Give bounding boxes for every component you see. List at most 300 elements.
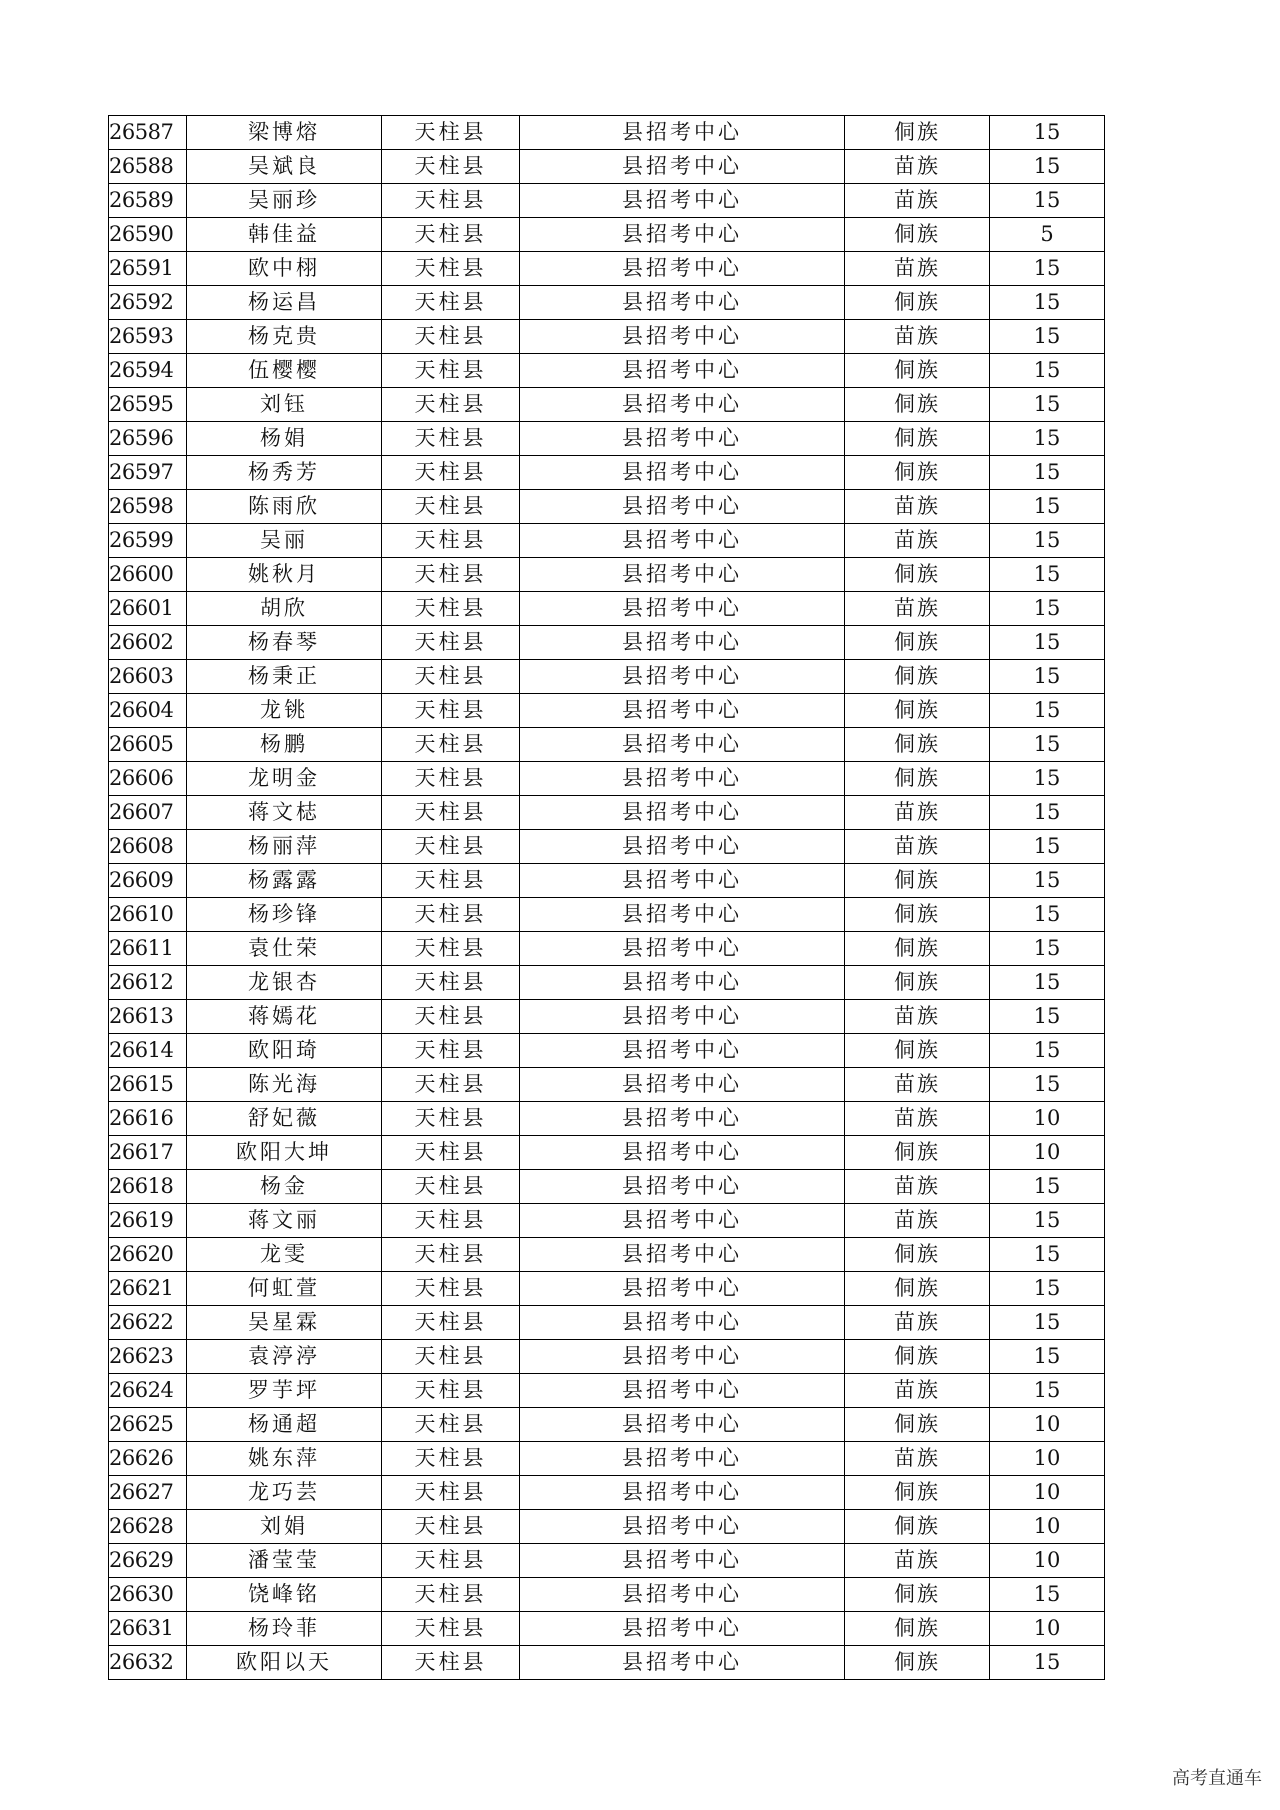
- cell-county: 天柱县: [382, 694, 520, 728]
- cell-county: 天柱县: [382, 1102, 520, 1136]
- cell-ethnicity: 苗族: [845, 1306, 990, 1340]
- data-table: [108, 115, 1105, 1680]
- cell-score: 15: [990, 1000, 1105, 1034]
- cell-ethnicity: 侗族: [845, 558, 990, 592]
- cell-name: 龙银杏: [187, 966, 382, 1000]
- cell-county: 天柱县: [382, 1510, 520, 1544]
- cell-ethnicity: 侗族: [845, 864, 990, 898]
- table-row: [109, 558, 1105, 592]
- cell-id: 26597: [109, 456, 187, 490]
- cell-score: 15: [990, 1170, 1105, 1204]
- table-row: [109, 1068, 1105, 1102]
- table-row: [109, 1170, 1105, 1204]
- cell-ethnicity: 侗族: [845, 1034, 990, 1068]
- cell-ethnicity: 苗族: [845, 150, 990, 184]
- cell-county: 天柱县: [382, 1238, 520, 1272]
- cell-unit: 县招考中心: [520, 1340, 845, 1374]
- cell-name: 杨娟: [187, 422, 382, 456]
- table-row: [109, 388, 1105, 422]
- cell-ethnicity: 侗族: [845, 286, 990, 320]
- cell-ethnicity: 侗族: [845, 694, 990, 728]
- cell-county: 天柱县: [382, 1204, 520, 1238]
- cell-score: 10: [990, 1510, 1105, 1544]
- cell-name: 杨通超: [187, 1408, 382, 1442]
- cell-ethnicity: 苗族: [845, 1000, 990, 1034]
- cell-name: 欧中栩: [187, 252, 382, 286]
- cell-name: 欧阳以天: [187, 1646, 382, 1680]
- cell-county: 天柱县: [382, 966, 520, 1000]
- table-row: [109, 456, 1105, 490]
- cell-id: 26624: [109, 1374, 187, 1408]
- cell-score: 10: [990, 1442, 1105, 1476]
- cell-ethnicity: 苗族: [845, 524, 990, 558]
- cell-ethnicity: 苗族: [845, 490, 990, 524]
- cell-id: 26632: [109, 1646, 187, 1680]
- cell-unit: 县招考中心: [520, 354, 845, 388]
- cell-name: 杨露露: [187, 864, 382, 898]
- table-row: [109, 762, 1105, 796]
- cell-id: 26592: [109, 286, 187, 320]
- cell-score: 10: [990, 1408, 1105, 1442]
- cell-id: 26587: [109, 116, 187, 150]
- cell-county: 天柱县: [382, 388, 520, 422]
- cell-ethnicity: 侗族: [845, 966, 990, 1000]
- cell-id: 26599: [109, 524, 187, 558]
- cell-name: 吴丽珍: [187, 184, 382, 218]
- cell-id: 26626: [109, 1442, 187, 1476]
- cell-score: 10: [990, 1612, 1105, 1646]
- cell-score: 15: [990, 456, 1105, 490]
- cell-ethnicity: 侗族: [845, 1612, 990, 1646]
- cell-county: 天柱县: [382, 592, 520, 626]
- cell-county: 天柱县: [382, 864, 520, 898]
- cell-score: 15: [990, 1374, 1105, 1408]
- cell-county: 天柱县: [382, 660, 520, 694]
- cell-ethnicity: 侗族: [845, 354, 990, 388]
- cell-county: 天柱县: [382, 456, 520, 490]
- cell-id: 26593: [109, 320, 187, 354]
- cell-score: 15: [990, 286, 1105, 320]
- cell-score: 15: [990, 796, 1105, 830]
- cell-ethnicity: 侗族: [845, 660, 990, 694]
- cell-unit: 县招考中心: [520, 1612, 845, 1646]
- cell-id: 26589: [109, 184, 187, 218]
- table-row: [109, 592, 1105, 626]
- cell-id: 26595: [109, 388, 187, 422]
- cell-score: 15: [990, 184, 1105, 218]
- cell-id: 26591: [109, 252, 187, 286]
- cell-county: 天柱县: [382, 1340, 520, 1374]
- cell-unit: 县招考中心: [520, 864, 845, 898]
- table-row: [109, 490, 1105, 524]
- cell-name: 胡欣: [187, 592, 382, 626]
- cell-score: 15: [990, 1034, 1105, 1068]
- cell-county: 天柱县: [382, 1374, 520, 1408]
- cell-name: 舒妃薇: [187, 1102, 382, 1136]
- cell-unit: 县招考中心: [520, 592, 845, 626]
- cell-id: 26619: [109, 1204, 187, 1238]
- cell-name: 韩佳益: [187, 218, 382, 252]
- cell-name: 杨秉正: [187, 660, 382, 694]
- cell-unit: 县招考中心: [520, 320, 845, 354]
- cell-id: 26608: [109, 830, 187, 864]
- cell-unit: 县招考中心: [520, 116, 845, 150]
- cell-county: 天柱县: [382, 1170, 520, 1204]
- table-row: [109, 1408, 1105, 1442]
- cell-ethnicity: 苗族: [845, 1442, 990, 1476]
- cell-unit: 县招考中心: [520, 1272, 845, 1306]
- cell-score: 10: [990, 1544, 1105, 1578]
- cell-unit: 县招考中心: [520, 558, 845, 592]
- cell-name: 蒋文丽: [187, 1204, 382, 1238]
- cell-id: 26617: [109, 1136, 187, 1170]
- cell-county: 天柱县: [382, 184, 520, 218]
- cell-score: 10: [990, 1476, 1105, 1510]
- cell-name: 陈光海: [187, 1068, 382, 1102]
- cell-unit: 县招考中心: [520, 1136, 845, 1170]
- cell-ethnicity: 侗族: [845, 1272, 990, 1306]
- cell-score: 15: [990, 1340, 1105, 1374]
- cell-county: 天柱县: [382, 1272, 520, 1306]
- cell-score: 15: [990, 354, 1105, 388]
- cell-unit: 县招考中心: [520, 830, 845, 864]
- table-row: [109, 286, 1105, 320]
- cell-county: 天柱县: [382, 422, 520, 456]
- cell-name: 潘莹莹: [187, 1544, 382, 1578]
- cell-id: 26630: [109, 1578, 187, 1612]
- cell-id: 26601: [109, 592, 187, 626]
- cell-unit: 县招考中心: [520, 422, 845, 456]
- cell-id: 26620: [109, 1238, 187, 1272]
- cell-county: 天柱县: [382, 1476, 520, 1510]
- cell-id: 26611: [109, 932, 187, 966]
- cell-unit: 县招考中心: [520, 1238, 845, 1272]
- cell-ethnicity: 侗族: [845, 456, 990, 490]
- cell-unit: 县招考中心: [520, 524, 845, 558]
- cell-score: 15: [990, 524, 1105, 558]
- cell-id: 26627: [109, 1476, 187, 1510]
- cell-county: 天柱县: [382, 286, 520, 320]
- cell-county: 天柱县: [382, 1068, 520, 1102]
- table-body: [109, 116, 1105, 1680]
- cell-id: 26602: [109, 626, 187, 660]
- cell-name: 蒋嫣花: [187, 1000, 382, 1034]
- cell-id: 26604: [109, 694, 187, 728]
- table-row: [109, 1340, 1105, 1374]
- cell-score: 15: [990, 1238, 1105, 1272]
- cell-ethnicity: 侗族: [845, 626, 990, 660]
- cell-ethnicity: 侗族: [845, 116, 990, 150]
- cell-ethnicity: 侗族: [845, 1340, 990, 1374]
- cell-unit: 县招考中心: [520, 1204, 845, 1238]
- cell-unit: 县招考中心: [520, 1102, 845, 1136]
- cell-unit: 县招考中心: [520, 966, 845, 1000]
- cell-unit: 县招考中心: [520, 1544, 845, 1578]
- cell-id: 26628: [109, 1510, 187, 1544]
- cell-name: 吴斌良: [187, 150, 382, 184]
- cell-name: 伍樱樱: [187, 354, 382, 388]
- cell-county: 天柱县: [382, 150, 520, 184]
- table-row: [109, 116, 1105, 150]
- table-row: [109, 1612, 1105, 1646]
- cell-county: 天柱县: [382, 1306, 520, 1340]
- cell-id: 26609: [109, 864, 187, 898]
- cell-ethnicity: 苗族: [845, 1374, 990, 1408]
- table-row: [109, 150, 1105, 184]
- table-row: [109, 1646, 1105, 1680]
- cell-score: 15: [990, 728, 1105, 762]
- cell-name: 蒋文梽: [187, 796, 382, 830]
- cell-name: 吴星霖: [187, 1306, 382, 1340]
- cell-ethnicity: 侗族: [845, 1408, 990, 1442]
- cell-score: 15: [990, 1578, 1105, 1612]
- table-row: [109, 1374, 1105, 1408]
- cell-ethnicity: 侗族: [845, 218, 990, 252]
- cell-ethnicity: 侗族: [845, 1510, 990, 1544]
- cell-ethnicity: 侗族: [845, 388, 990, 422]
- cell-name: 杨鹏: [187, 728, 382, 762]
- cell-id: 26631: [109, 1612, 187, 1646]
- table-row: [109, 1578, 1105, 1612]
- cell-ethnicity: 苗族: [845, 320, 990, 354]
- cell-ethnicity: 侗族: [845, 1646, 990, 1680]
- cell-score: 15: [990, 660, 1105, 694]
- cell-unit: 县招考中心: [520, 1510, 845, 1544]
- cell-id: 26590: [109, 218, 187, 252]
- cell-ethnicity: 苗族: [845, 796, 990, 830]
- cell-score: 15: [990, 762, 1105, 796]
- cell-score: 15: [990, 830, 1105, 864]
- cell-score: 5: [990, 218, 1105, 252]
- table-row: [109, 252, 1105, 286]
- cell-county: 天柱县: [382, 898, 520, 932]
- cell-unit: 县招考中心: [520, 1408, 845, 1442]
- table-row: [109, 354, 1105, 388]
- cell-score: 15: [990, 116, 1105, 150]
- cell-name: 龙铫: [187, 694, 382, 728]
- cell-id: 26616: [109, 1102, 187, 1136]
- table-row: [109, 1238, 1105, 1272]
- cell-unit: 县招考中心: [520, 490, 845, 524]
- table-row: [109, 184, 1105, 218]
- cell-unit: 县招考中心: [520, 286, 845, 320]
- cell-name: 欧阳大坤: [187, 1136, 382, 1170]
- cell-county: 天柱县: [382, 354, 520, 388]
- cell-county: 天柱县: [382, 1136, 520, 1170]
- cell-id: 26610: [109, 898, 187, 932]
- cell-score: 15: [990, 558, 1105, 592]
- cell-unit: 县招考中心: [520, 762, 845, 796]
- cell-ethnicity: 侗族: [845, 1238, 990, 1272]
- cell-unit: 县招考中心: [520, 1578, 845, 1612]
- table-row: [109, 728, 1105, 762]
- cell-name: 饶峰铭: [187, 1578, 382, 1612]
- cell-unit: 县招考中心: [520, 252, 845, 286]
- cell-id: 26612: [109, 966, 187, 1000]
- table-row: [109, 660, 1105, 694]
- cell-county: 天柱县: [382, 490, 520, 524]
- cell-unit: 县招考中心: [520, 388, 845, 422]
- cell-score: 15: [990, 320, 1105, 354]
- cell-name: 杨丽萍: [187, 830, 382, 864]
- table-row: [109, 864, 1105, 898]
- cell-score: 15: [990, 490, 1105, 524]
- cell-county: 天柱县: [382, 1544, 520, 1578]
- cell-county: 天柱县: [382, 762, 520, 796]
- cell-id: 26606: [109, 762, 187, 796]
- cell-id: 26598: [109, 490, 187, 524]
- cell-ethnicity: 苗族: [845, 592, 990, 626]
- table-row: [109, 422, 1105, 456]
- cell-unit: 县招考中心: [520, 218, 845, 252]
- cell-name: 陈雨欣: [187, 490, 382, 524]
- cell-county: 天柱县: [382, 1578, 520, 1612]
- cell-county: 天柱县: [382, 252, 520, 286]
- cell-score: 15: [990, 694, 1105, 728]
- cell-unit: 县招考中心: [520, 1374, 845, 1408]
- cell-county: 天柱县: [382, 626, 520, 660]
- cell-county: 天柱县: [382, 1442, 520, 1476]
- cell-name: 梁博熔: [187, 116, 382, 150]
- cell-id: 26594: [109, 354, 187, 388]
- cell-county: 天柱县: [382, 558, 520, 592]
- cell-score: 15: [990, 1068, 1105, 1102]
- cell-unit: 县招考中心: [520, 796, 845, 830]
- table-row: [109, 1272, 1105, 1306]
- cell-county: 天柱县: [382, 796, 520, 830]
- cell-id: 26588: [109, 150, 187, 184]
- cell-unit: 县招考中心: [520, 1170, 845, 1204]
- table-row: [109, 1204, 1105, 1238]
- cell-ethnicity: 苗族: [845, 1204, 990, 1238]
- cell-ethnicity: 苗族: [845, 1102, 990, 1136]
- cell-score: 15: [990, 966, 1105, 1000]
- cell-score: 15: [990, 592, 1105, 626]
- watermark-text: 高考直通车: [1172, 1768, 1262, 1789]
- cell-unit: 县招考中心: [520, 626, 845, 660]
- cell-name: 袁渟渟: [187, 1340, 382, 1374]
- cell-unit: 县招考中心: [520, 728, 845, 762]
- table-row: [109, 796, 1105, 830]
- cell-county: 天柱县: [382, 728, 520, 762]
- cell-ethnicity: 苗族: [845, 1170, 990, 1204]
- cell-ethnicity: 苗族: [845, 252, 990, 286]
- cell-unit: 县招考中心: [520, 660, 845, 694]
- cell-name: 杨运昌: [187, 286, 382, 320]
- cell-score: 10: [990, 1136, 1105, 1170]
- table-row: [109, 898, 1105, 932]
- cell-ethnicity: 侗族: [845, 728, 990, 762]
- cell-id: 26600: [109, 558, 187, 592]
- cell-ethnicity: 苗族: [845, 1068, 990, 1102]
- cell-score: 15: [990, 1204, 1105, 1238]
- cell-id: 26613: [109, 1000, 187, 1034]
- cell-name: 杨克贵: [187, 320, 382, 354]
- table-row: [109, 1442, 1105, 1476]
- cell-id: 26603: [109, 660, 187, 694]
- cell-id: 26621: [109, 1272, 187, 1306]
- table-row: [109, 1102, 1105, 1136]
- table-row: [109, 1136, 1105, 1170]
- cell-county: 天柱县: [382, 932, 520, 966]
- cell-county: 天柱县: [382, 1408, 520, 1442]
- cell-ethnicity: 侗族: [845, 1476, 990, 1510]
- cell-id: 26622: [109, 1306, 187, 1340]
- cell-unit: 县招考中心: [520, 150, 845, 184]
- cell-score: 15: [990, 864, 1105, 898]
- cell-id: 26629: [109, 1544, 187, 1578]
- cell-id: 26623: [109, 1340, 187, 1374]
- cell-id: 26618: [109, 1170, 187, 1204]
- cell-name: 欧阳琦: [187, 1034, 382, 1068]
- cell-name: 龙巧芸: [187, 1476, 382, 1510]
- cell-ethnicity: 侗族: [845, 932, 990, 966]
- cell-id: 26605: [109, 728, 187, 762]
- cell-county: 天柱县: [382, 830, 520, 864]
- cell-county: 天柱县: [382, 218, 520, 252]
- cell-county: 天柱县: [382, 524, 520, 558]
- cell-score: 15: [990, 626, 1105, 660]
- cell-id: 26596: [109, 422, 187, 456]
- cell-ethnicity: 侗族: [845, 1136, 990, 1170]
- table-row: [109, 830, 1105, 864]
- cell-unit: 县招考中心: [520, 1476, 845, 1510]
- cell-score: 15: [990, 1646, 1105, 1680]
- cell-score: 15: [990, 422, 1105, 456]
- cell-name: 杨玲菲: [187, 1612, 382, 1646]
- cell-id: 26607: [109, 796, 187, 830]
- cell-name: 杨金: [187, 1170, 382, 1204]
- cell-unit: 县招考中心: [520, 1306, 845, 1340]
- cell-score: 15: [990, 1306, 1105, 1340]
- table-row: [109, 626, 1105, 660]
- cell-unit: 县招考中心: [520, 898, 845, 932]
- cell-ethnicity: 侗族: [845, 762, 990, 796]
- cell-county: 天柱县: [382, 1000, 520, 1034]
- cell-unit: 县招考中心: [520, 456, 845, 490]
- cell-name: 姚东萍: [187, 1442, 382, 1476]
- cell-name: 杨春琴: [187, 626, 382, 660]
- cell-name: 罗芋坪: [187, 1374, 382, 1408]
- cell-score: 15: [990, 932, 1105, 966]
- table-row: [109, 524, 1105, 558]
- cell-name: 姚秋月: [187, 558, 382, 592]
- table-row: [109, 694, 1105, 728]
- table-row: [109, 320, 1105, 354]
- cell-id: 26625: [109, 1408, 187, 1442]
- cell-unit: 县招考中心: [520, 694, 845, 728]
- table-row: [109, 966, 1105, 1000]
- cell-ethnicity: 苗族: [845, 184, 990, 218]
- cell-unit: 县招考中心: [520, 1646, 845, 1680]
- cell-name: 刘娟: [187, 1510, 382, 1544]
- cell-unit: 县招考中心: [520, 1442, 845, 1476]
- cell-name: 何虹萱: [187, 1272, 382, 1306]
- cell-ethnicity: 侗族: [845, 898, 990, 932]
- cell-ethnicity: 侗族: [845, 422, 990, 456]
- cell-name: 吴丽: [187, 524, 382, 558]
- cell-county: 天柱县: [382, 1646, 520, 1680]
- cell-unit: 县招考中心: [520, 932, 845, 966]
- cell-name: 龙雯: [187, 1238, 382, 1272]
- cell-unit: 县招考中心: [520, 1034, 845, 1068]
- cell-unit: 县招考中心: [520, 1000, 845, 1034]
- cell-name: 杨秀芳: [187, 456, 382, 490]
- cell-id: 26614: [109, 1034, 187, 1068]
- cell-score: 15: [990, 252, 1105, 286]
- cell-name: 杨珍锋: [187, 898, 382, 932]
- table-row: [109, 1306, 1105, 1340]
